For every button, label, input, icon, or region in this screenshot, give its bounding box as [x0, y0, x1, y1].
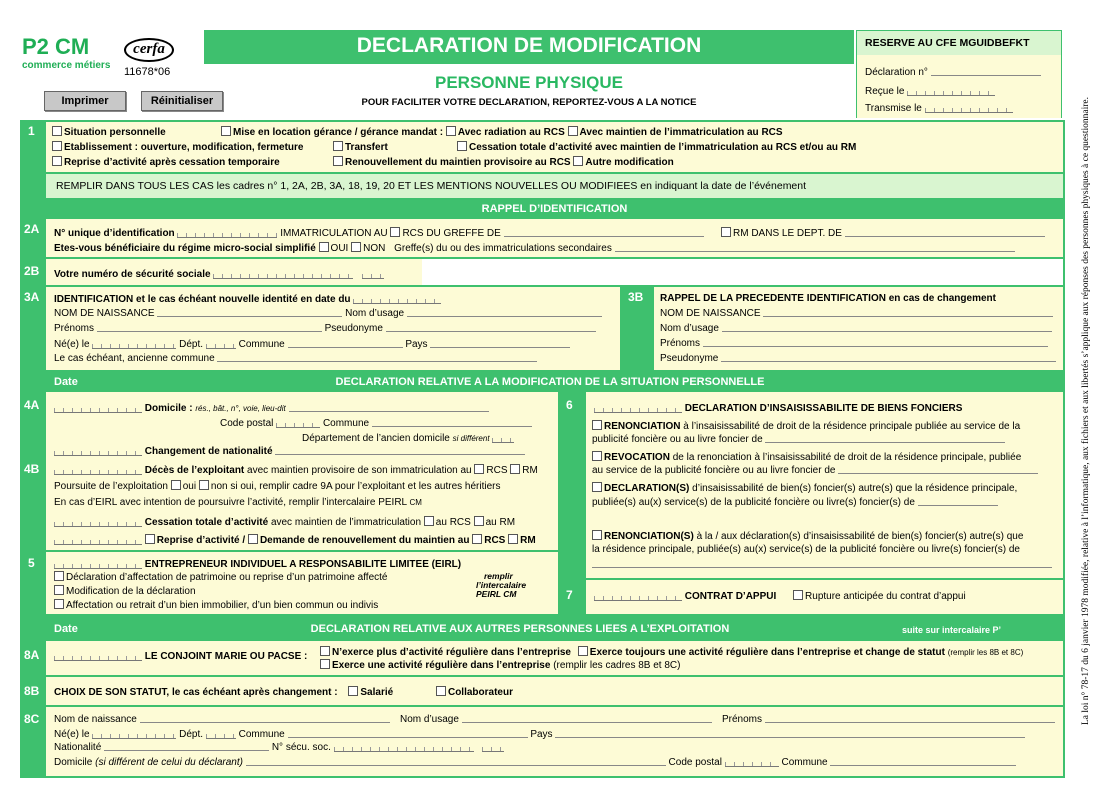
label-domicile-hint: rés., bât., n°, voie, lieu-dit: [195, 404, 286, 413]
label-pseudonyme: Pseudonyme: [324, 323, 383, 334]
label-poursuite-non: non si oui, remplir cadre 9A pour l’exploitant et les autres héritiers: [210, 481, 501, 492]
field-8c-nom-usage[interactable]: [462, 714, 712, 723]
field-renonciations[interactable]: [592, 559, 1052, 568]
label-3b-nom-naissance: NOM DE NAISSANCE: [660, 308, 761, 319]
label-reprise: Reprise d’activité après cessation temporaire: [64, 157, 280, 168]
label-greffes: Greffe(s) du ou des immatriculations secondaires: [394, 243, 612, 254]
field-8c-secu[interactable]: [334, 741, 474, 752]
cb-salarie[interactable]: [348, 686, 358, 696]
label-remplir-1: remplir: [484, 571, 513, 581]
field-secu-key[interactable]: [362, 268, 384, 279]
cb-avec-radiation[interactable]: [446, 126, 456, 136]
field-dept[interactable]: [206, 338, 236, 349]
print-button[interactable]: Imprimer: [44, 91, 126, 111]
field-insaisissabilite-date[interactable]: [594, 402, 682, 413]
reserve-declaration-label: Déclaration n°: [865, 67, 928, 78]
label-nom-usage: Nom d’usage: [345, 308, 405, 319]
label-domicile: Domicile :: [144, 403, 193, 414]
bar-situation-date: Date: [54, 376, 78, 388]
label-cessation-rm: au RM: [485, 517, 516, 528]
label-renonciation: à l’insaisissabilité de droit de la résidence principale publiée au service de la: [683, 421, 1021, 432]
label-deces-rest: avec maintien provisoire de son immatriculation au: [247, 465, 472, 476]
bar-autres-date: Date: [54, 623, 78, 635]
label-salarie: Salarié: [360, 687, 394, 698]
label-remplir-cadres: (remplir les cadres 8B et 8C): [553, 660, 681, 671]
label-numero-unique: N° unique d’identification: [54, 228, 175, 239]
label-eirl-title: ENTREPRENEUR INDIVIDUEL A RESPONSABILITE LIMITEE (EIRL): [144, 559, 462, 570]
reserve-declaration-field[interactable]: [931, 67, 1041, 76]
field-3b-nom-naissance[interactable]: [763, 308, 1053, 317]
cb-demande-rm[interactable]: [508, 534, 518, 544]
section-8a-num: 8A: [24, 648, 40, 662]
field-pays[interactable]: [430, 339, 570, 348]
section-3a-num: 3A: [24, 290, 40, 304]
reset-button[interactable]: Réinitialiser: [141, 91, 223, 111]
label-si-different: si différent: [452, 434, 490, 443]
label-8c-code-postal: Code postal: [668, 757, 722, 768]
form-sub: commerce métiers: [22, 60, 111, 71]
cb-cessation-totale[interactable]: [457, 141, 467, 151]
cb-demande-rcs[interactable]: [472, 534, 482, 544]
label-rupture: Rupture anticipée du contrat d’appui: [805, 591, 966, 602]
field-identification-date[interactable]: [353, 293, 441, 304]
field-nom-naissance[interactable]: [157, 308, 342, 317]
label-declaration-b: DECLARATION(S): [604, 483, 690, 494]
label-renonciations-b: RENONCIATION(S): [604, 531, 694, 542]
label-ancien-dept: Département de l’ancien domicile: [302, 433, 450, 444]
label-cessation-rcs: au RCS: [435, 517, 471, 528]
label-eirl: En cas d’EIRL avec intention de poursuivre l’activité, remplir l’intercalaire PEIRL: [54, 497, 407, 508]
field-ancienne-commune[interactable]: [217, 353, 537, 362]
label-cessation-rest: avec maintien de l’immatriculation: [270, 517, 422, 528]
cb-collaborateur[interactable]: [436, 686, 446, 696]
cb-poursuite-oui[interactable]: [171, 480, 181, 490]
cb-modification[interactable]: [54, 585, 64, 595]
label-avec-radiation: Avec radiation au RCS: [457, 127, 565, 138]
label-prenoms: Prénoms: [54, 323, 95, 334]
label-micro-non: NON: [363, 243, 386, 254]
field-revocation[interactable]: [838, 465, 1038, 474]
section-4a-num: 4A: [24, 398, 40, 412]
field-3b-prenoms[interactable]: [703, 338, 1048, 347]
label-demande-renouvellement: Demande de renouvellement du maintien au: [259, 535, 470, 546]
label-3b-pseudonyme: Pseudonyme: [660, 353, 719, 364]
field-3b-nom-usage[interactable]: [722, 323, 1052, 332]
label-avec-maintien: Avec maintien de l’immatriculation au RCS: [579, 127, 783, 138]
cb-declaration[interactable]: [592, 482, 602, 492]
label-8c-commune: Commune: [238, 729, 285, 740]
label-commune: Commune: [238, 339, 285, 350]
label-demande-rm: RM: [520, 535, 536, 546]
field-3b-pseudonyme[interactable]: [721, 353, 1056, 362]
label-transfert: Transfert: [345, 142, 388, 153]
field-4a-commune[interactable]: [372, 418, 532, 427]
label-code-postal: Code postal: [220, 418, 274, 429]
reserve-transmise-field[interactable]: [925, 102, 1013, 113]
section-8b-num: 8B: [24, 684, 40, 698]
section-3b-num: 3B: [628, 290, 644, 304]
label-rcs-greffe: RCS DU GREFFE DE: [402, 228, 501, 239]
section-5-num: 5: [28, 556, 35, 570]
label-pays: Pays: [405, 339, 428, 350]
label-situation-personnelle: Situation personnelle: [64, 127, 166, 138]
label-renonciations: à la / aux déclaration(s) d’insaisissabilité de bien(s) foncier(s) autre(s) que: [696, 531, 1024, 542]
cb-rupture[interactable]: [793, 590, 803, 600]
label-deces-rm: RM: [522, 465, 538, 476]
cb-demande-renouvellement[interactable]: [248, 534, 258, 544]
section-2b-gap: [422, 259, 1063, 285]
section-6-num: 6: [566, 398, 573, 412]
field-rm-dept[interactable]: [845, 228, 1045, 237]
label-revocation: de la renonciation à l’insaisissabilité de droit de la résidence principale, publiée: [672, 452, 1022, 463]
field-eirl-date[interactable]: [54, 558, 142, 569]
label-affectation: Déclaration d’affectation de patrimoine ou reprise d’un patrimoine affecté: [66, 572, 388, 583]
rappel-title: RAPPEL D’IDENTIFICATION: [481, 203, 628, 215]
label-declaration2: publiée(s) au(x) service(s) de la publicité foncière ou livre(s) foncier(s) de: [592, 497, 915, 508]
label-collaborateur: Collaborateur: [447, 687, 513, 698]
cb-avec-maintien[interactable]: [568, 126, 578, 136]
cb-nexerce[interactable]: [320, 646, 330, 656]
cb-deces-rcs[interactable]: [474, 464, 484, 474]
field-8c-secu-key[interactable]: [482, 741, 504, 752]
label-reprise-activite: Reprise d’activité /: [156, 535, 246, 546]
bar-autres-suite: suite sur intercalaire P’: [902, 625, 1002, 635]
label-8c-nom-naissance: Nom de naissance: [54, 714, 137, 725]
field-8c-domicile[interactable]: [246, 757, 666, 766]
field-8c-nom-naissance[interactable]: [140, 714, 390, 723]
form-code: P2 CM: [22, 34, 90, 59]
label-rappel-precedente: RAPPEL DE LA PRECEDENTE IDENTIFICATION en cas de changement: [660, 293, 996, 304]
cb-situation-personnelle[interactable]: [52, 126, 62, 136]
label-nationalite: Changement de nationalité: [144, 446, 273, 457]
label-immatriculation-au: IMMATRICULATION AU: [280, 228, 388, 239]
reserve-box: [856, 30, 1062, 118]
label-deces-rcs: RCS: [486, 465, 508, 476]
page-subtitle: PERSONNE PHYSIQUE: [435, 73, 623, 92]
label-remplir-2: l’intercalaire: [476, 580, 527, 590]
reserve-recue-field[interactable]: [907, 85, 995, 96]
field-8c-pays[interactable]: [555, 729, 1025, 738]
label-demande-rcs: RCS: [484, 535, 506, 546]
cerfa-logo: cerfa: [124, 38, 174, 62]
cb-micro-oui[interactable]: [319, 242, 329, 252]
cb-autre[interactable]: [573, 156, 583, 166]
label-secu: Votre numéro de sécurité sociale: [54, 269, 211, 280]
reserve-recue-label: Reçue le: [865, 86, 905, 97]
cb-cessation-rcs[interactable]: [424, 516, 434, 526]
cb-deces-rm[interactable]: [510, 464, 520, 474]
cerfa-number: 11678*06: [124, 66, 171, 78]
cb-poursuite-non[interactable]: [199, 480, 209, 490]
field-code-postal[interactable]: [276, 417, 320, 428]
label-poursuite-oui: oui: [182, 481, 197, 492]
label-dept: Dépt.: [179, 339, 204, 350]
label-insaisissabilite-title: DECLARATION D’INSAISISSABILITE DE BIENS FONCIERS: [684, 403, 963, 414]
label-nexerce: N’exerce plus d’activité régulière dans l’entreprise: [332, 647, 571, 658]
cb-rcs-greffe[interactable]: [390, 227, 400, 237]
label-8c-dept: Dépt.: [179, 729, 204, 740]
label-renonciation-b: RENONCIATION: [604, 421, 681, 432]
label-8c-commune2: Commune: [781, 757, 828, 768]
field-renonciation[interactable]: [765, 434, 1005, 443]
field-8c-code-postal[interactable]: [725, 756, 779, 767]
field-4a-date[interactable]: [54, 402, 142, 413]
label-remplir-8b8c: (remplir les 8B et 8C): [947, 648, 1024, 657]
field-deces-date[interactable]: [54, 464, 142, 475]
field-ne-le[interactable]: [92, 338, 176, 349]
section-4b-num: 4B: [24, 462, 40, 476]
label-declaration: d’insaisissabilité de bien(s) foncier(s) autre(s) que la résidence principale,: [692, 483, 1018, 494]
notice-text: POUR FACILITER VOTRE DECLARATION, REPORTEZ-VOUS A LA NOTICE: [361, 97, 697, 108]
label-ne-le: Né(e) le: [54, 339, 90, 350]
field-nationalite-date[interactable]: [54, 445, 142, 456]
legal-note: La loi n° 78-17 du 6 janvier 1978 modifiée, relative à l’informatique, aux fichiers et aux libertés s’applique aux réponses des personnes physiques à ce questionnaire.: [1081, 97, 1091, 725]
field-8c-dept[interactable]: [206, 728, 236, 739]
reserve-transmise-label: Transmise le: [865, 103, 922, 114]
label-3b-prenoms: Prénoms: [660, 338, 701, 349]
label-nom-naissance: NOM DE NAISSANCE: [54, 308, 155, 319]
label-cessation: Cessation totale d’activité: [144, 517, 269, 528]
section-7-num: 7: [566, 588, 573, 602]
cb-cessation-rm[interactable]: [474, 516, 484, 526]
label-renonciation2: publicité foncière ou au livre foncier de: [592, 434, 763, 445]
label-modification: Modification de la déclaration: [66, 586, 196, 597]
label-exerce: Exerce une activité régulière dans l’entreprise: [332, 660, 551, 671]
label-choix-statut: CHOIX DE SON STATUT, le cas échéant après changement :: [54, 687, 338, 698]
field-8c-nationalite[interactable]: [104, 742, 269, 751]
label-exerce-tjrs: Exerce toujours une activité régulière dans l’entreprise et change de statut: [589, 647, 945, 658]
field-reprise-date[interactable]: [54, 534, 142, 545]
label-8c-prenoms: Prénoms: [722, 714, 763, 725]
cb-renouvellement[interactable]: [333, 156, 343, 166]
field-numero-unique[interactable]: [177, 227, 277, 238]
section-8c-num: 8C: [24, 712, 40, 726]
cb-transfert[interactable]: [333, 141, 343, 151]
cb-reprise-activite[interactable]: [145, 534, 155, 544]
label-rm-dept: RM DANS LE DEPT. DE: [733, 228, 842, 239]
label-retrait: Affectation ou retrait d’un bien immobilier, d’un bien commun ou indivis: [66, 600, 379, 611]
field-8c-ne-le[interactable]: [92, 728, 176, 739]
cb-retrait[interactable]: [54, 599, 64, 609]
field-8c-commune[interactable]: [288, 729, 528, 738]
field-cessation-date[interactable]: [54, 516, 142, 527]
cb-micro-non[interactable]: [351, 242, 361, 252]
bar-situation-title: DECLARATION RELATIVE A LA MODIFICATION DE LA SITUATION PERSONNELLE: [335, 376, 765, 388]
field-8c-prenoms[interactable]: [765, 714, 1055, 723]
label-identification: IDENTIFICATION et le cas échéant nouvelle identité en date du: [54, 294, 351, 305]
field-conjoint-date[interactable]: [54, 650, 142, 661]
field-greffes[interactable]: [615, 243, 1015, 252]
section-2b-num: 2B: [24, 264, 40, 278]
label-etablissement: Etablissement : ouverture, modification, fermeture: [64, 142, 304, 153]
label-mise-location: Mise en location gérance / gérance mandat: [233, 127, 437, 138]
label-ancienne-commune: Le cas échéant, ancienne commune: [54, 353, 215, 364]
field-declaration[interactable]: [918, 497, 998, 506]
section-2a-num: 2A: [24, 222, 40, 236]
label-renonciations2: la résidence principale, publiée(s) au(x) service(s) de la publicité foncière ou livre(s) foncier(s) de: [592, 544, 1020, 555]
field-secu[interactable]: [213, 268, 353, 279]
cb-revocation[interactable]: [592, 451, 602, 461]
bar-autres-title: DECLARATION RELATIVE AUX AUTRES PERSONNES LIEES A L’EXPLOITATION: [310, 623, 730, 635]
reserve-title: RESERVE AU CFE MGUIDBEFKT: [865, 37, 1030, 49]
cb-mise-location[interactable]: [221, 126, 231, 136]
label-micro-oui: OUI: [330, 243, 349, 254]
cb-reprise[interactable]: [52, 156, 62, 166]
label-remplir-3: PEIRL CM: [476, 589, 517, 599]
label-colon: :: [439, 127, 444, 138]
field-commune[interactable]: [288, 339, 403, 348]
label-conjoint: LE CONJOINT MARIE OU PACSE :: [144, 651, 308, 662]
page-title: DECLARATION DE MODIFICATION: [356, 34, 702, 57]
cb-rm-dept[interactable]: [721, 227, 731, 237]
cb-affectation[interactable]: [54, 571, 64, 581]
label-renouvellement: Renouvellement du maintien provisoire au RCS: [345, 157, 571, 168]
label-8c-nom-usage: Nom d’usage: [400, 714, 459, 725]
label-micro-social: Etes-vous bénéficiaire du régime micro-social simplifié: [54, 243, 316, 254]
cb-renonciations[interactable]: [592, 530, 602, 540]
field-pseudonyme[interactable]: [386, 323, 596, 332]
field-rcs-greffe[interactable]: [504, 228, 704, 237]
section-1-num: 1: [28, 124, 35, 138]
field-nom-usage[interactable]: [407, 308, 602, 317]
label-contrat: CONTRAT D’APPUI: [684, 591, 777, 602]
label-eirl-cm: CM: [409, 498, 422, 507]
field-ancien-dept[interactable]: [492, 432, 514, 443]
field-contrat-date[interactable]: [594, 590, 682, 601]
label-cessation-totale: Cessation totale d’activité avec maintien de l’immatriculation au RCS et/ou au RM: [469, 142, 857, 153]
field-prenoms[interactable]: [97, 323, 322, 332]
cb-exerce-tjrs[interactable]: [578, 646, 588, 656]
label-3b-nom-usage: Nom d’usage: [660, 323, 719, 334]
field-8c-commune2[interactable]: [830, 757, 1016, 766]
cb-exerce[interactable]: [320, 659, 330, 669]
label-8c-nationalite: Nationalité: [54, 742, 102, 753]
label-autre: Autre modification: [585, 157, 674, 168]
cb-etablissement[interactable]: [52, 141, 62, 151]
label-revocation-b: REVOCATION: [604, 452, 670, 463]
label-8c-domicile-hint: (si différent de celui du déclarant): [95, 757, 243, 768]
remplir-text: REMPLIR DANS TOUS LES CAS les cadres n° 1, 2A, 2B, 3A, 18, 19, 20 ET LES MENTIONS NOUVELLES OU MODIFIEES en indiquant la date de l’événement: [56, 180, 807, 192]
label-4a-commune: Commune: [322, 418, 370, 429]
label-8c-secu: N° sécu. soc.: [271, 742, 331, 753]
label-8c-ne-le: Né(e) le: [54, 729, 90, 740]
label-revocation2: au service de la publicité foncière ou au livre foncier de: [592, 465, 836, 476]
cb-renonciation[interactable]: [592, 420, 602, 430]
label-8c-pays: Pays: [530, 729, 553, 740]
label-8c-domicile: Domicile: [54, 757, 93, 768]
field-nationalite[interactable]: [275, 446, 525, 455]
label-poursuite: Poursuite de l’exploitation: [54, 481, 168, 492]
field-domicile[interactable]: [289, 403, 489, 412]
label-deces: Décès de l’exploitant: [144, 465, 245, 476]
